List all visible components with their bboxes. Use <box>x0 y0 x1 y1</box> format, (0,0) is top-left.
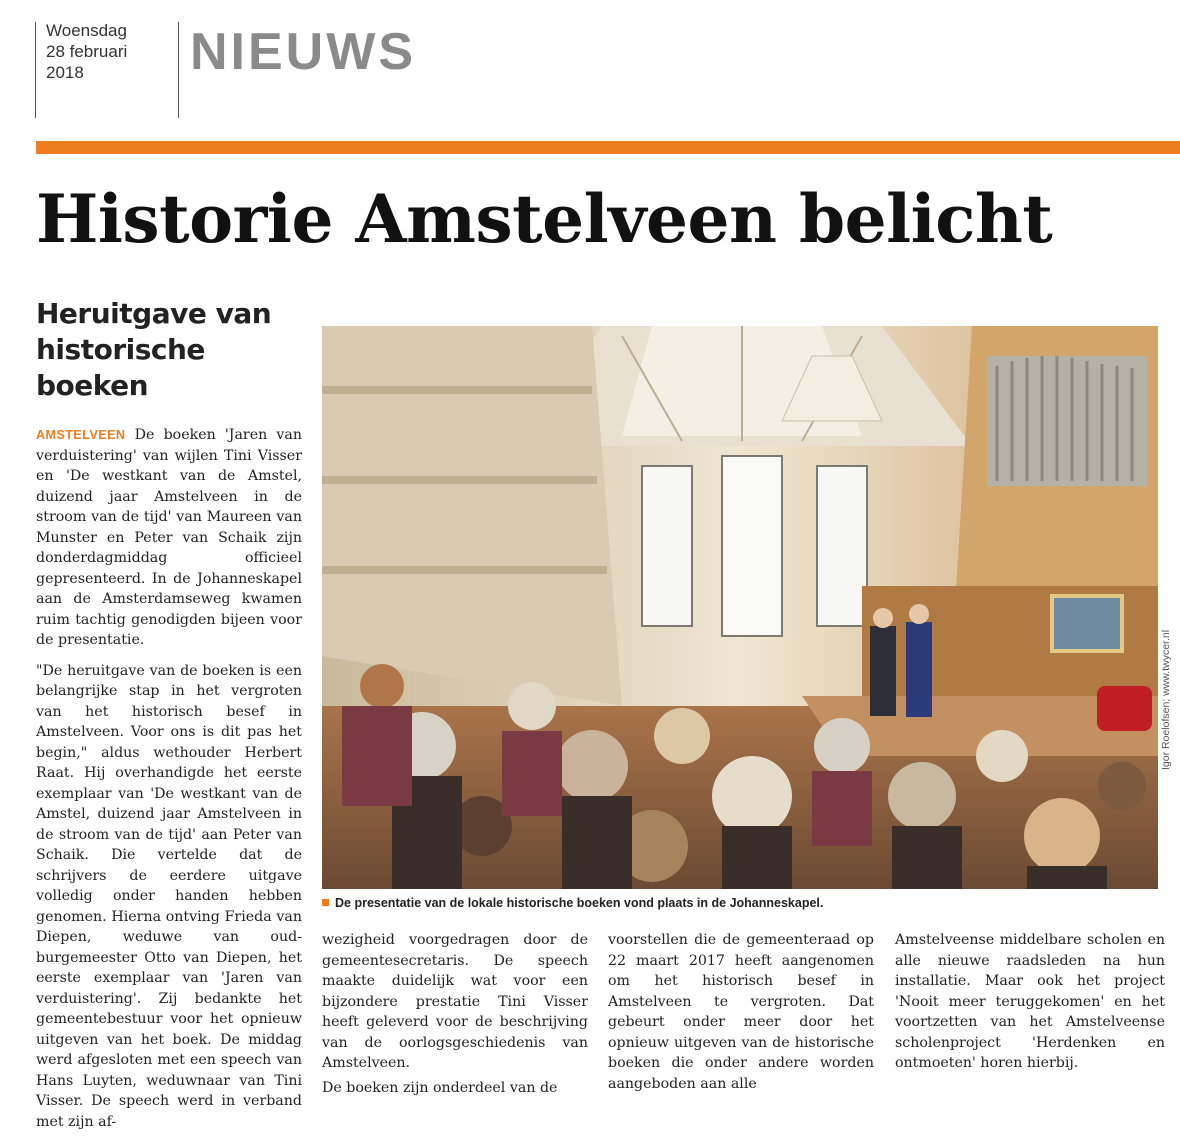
photo-credit: Igor Roelofsen; www.twycer.nl <box>1160 629 1172 770</box>
date-day-month: 28 februari <box>46 42 128 61</box>
photo-caption: De presentatie van de lokale historische boeken vond plaats in de Johanneskapel. <box>322 896 823 910</box>
section-rule <box>36 141 1180 154</box>
caption-bullet-icon <box>322 899 329 906</box>
date-weekday: Woensdag <box>46 21 127 40</box>
article-paragraph: Amstelveense middelbare scholen en alle nieuwe raadsleden na hun installatie. Maar ook het project 'Nooit meer teruggekomen' en het voortzetten van het Amstelveense scholenproject 'Herdenken en ontmoeten' horen hierbij. <box>895 932 1165 1071</box>
article-paragraph: voorstellen die de gemeenteraad op 22 maart 2017 heeft aangenomen om het historisch besef in Amstelveen te vergroten. Dat gebeurt onder meer door het opnieuw uitgeven van de historische boeken die onder andere worden aangeboden aan alle <box>608 932 874 1092</box>
article-column-2 <box>322 930 588 1108</box>
article-paragraph: "De heruitgave van de boeken is een belangrijke stap in het vergroten van het historisch besef in Amstelveen. Voor ons is dit pas het begin," aldus wethouder Herbert Raat. Hij overhandigde het eerste exemplaar van 'De westkant van de Amstel, duizend jaar Amstelveen in de stroom van de tijd' aan Peter van Schaik. Die vertelde dat de schrijvers de eerdere uitgave volledig onder handen hebben genomen. Hierna ontving Frieda van Diepen, weduwe van oud-burgemeester Otto van Diepen, het eerste exemplaar van 'Jaren van verduistering'. Zij bedankte het gemeentebestuur voor het opnieuw uitgeven van het boek. De middag werd afgesloten met een speech van Hans Luyten, weduwnaar van Tini Visser. De speech werd in verband met zijn af- <box>36 662 302 1130</box>
article-column-1 <box>36 425 302 1142</box>
chapel-photo-illustration <box>322 326 1158 889</box>
section-title: NIEUWS <box>190 23 416 81</box>
masthead-divider-right <box>178 22 179 118</box>
date-year: 2018 <box>46 63 84 82</box>
article-column-4 <box>895 930 1165 1084</box>
article-photo <box>322 326 1158 889</box>
article-paragraph: wezigheid voorgedragen door de gemeentesecretaris. De speech maakte duidelijk wat voor een bijzondere prestatie Tini Visser heeft geleverd voor de beschrijving van de oorlogsgeschiedenis van Amstelveen. <box>322 932 588 1071</box>
issue-date <box>46 20 127 83</box>
article-headline: Historie Amstelveen belicht <box>36 180 1053 258</box>
dateline-kicker: AMSTELVEEN <box>36 428 126 442</box>
article-subhead: Heruitgave van historische boeken <box>36 297 272 402</box>
article-column-3 <box>608 930 874 1104</box>
masthead-divider-left <box>35 22 36 118</box>
article-paragraph: De boeken zijn onderdeel van de <box>322 1079 558 1096</box>
article-paragraph: AMSTELVEEN De boeken 'Jaren van verduistering' van wijlen Tini Visser en 'De westkant van de Amstel, duizend jaar Amstelveen in de stroom van de tijd' van Maureen van Munster en Peter van Schaik zijn donderdagmiddag officieel gepresenteerd. In de Johanneskapel aan de Amsterdamseweg kwamen ruim tachtig genodigden bijeen voor de presentatie. <box>36 427 302 648</box>
